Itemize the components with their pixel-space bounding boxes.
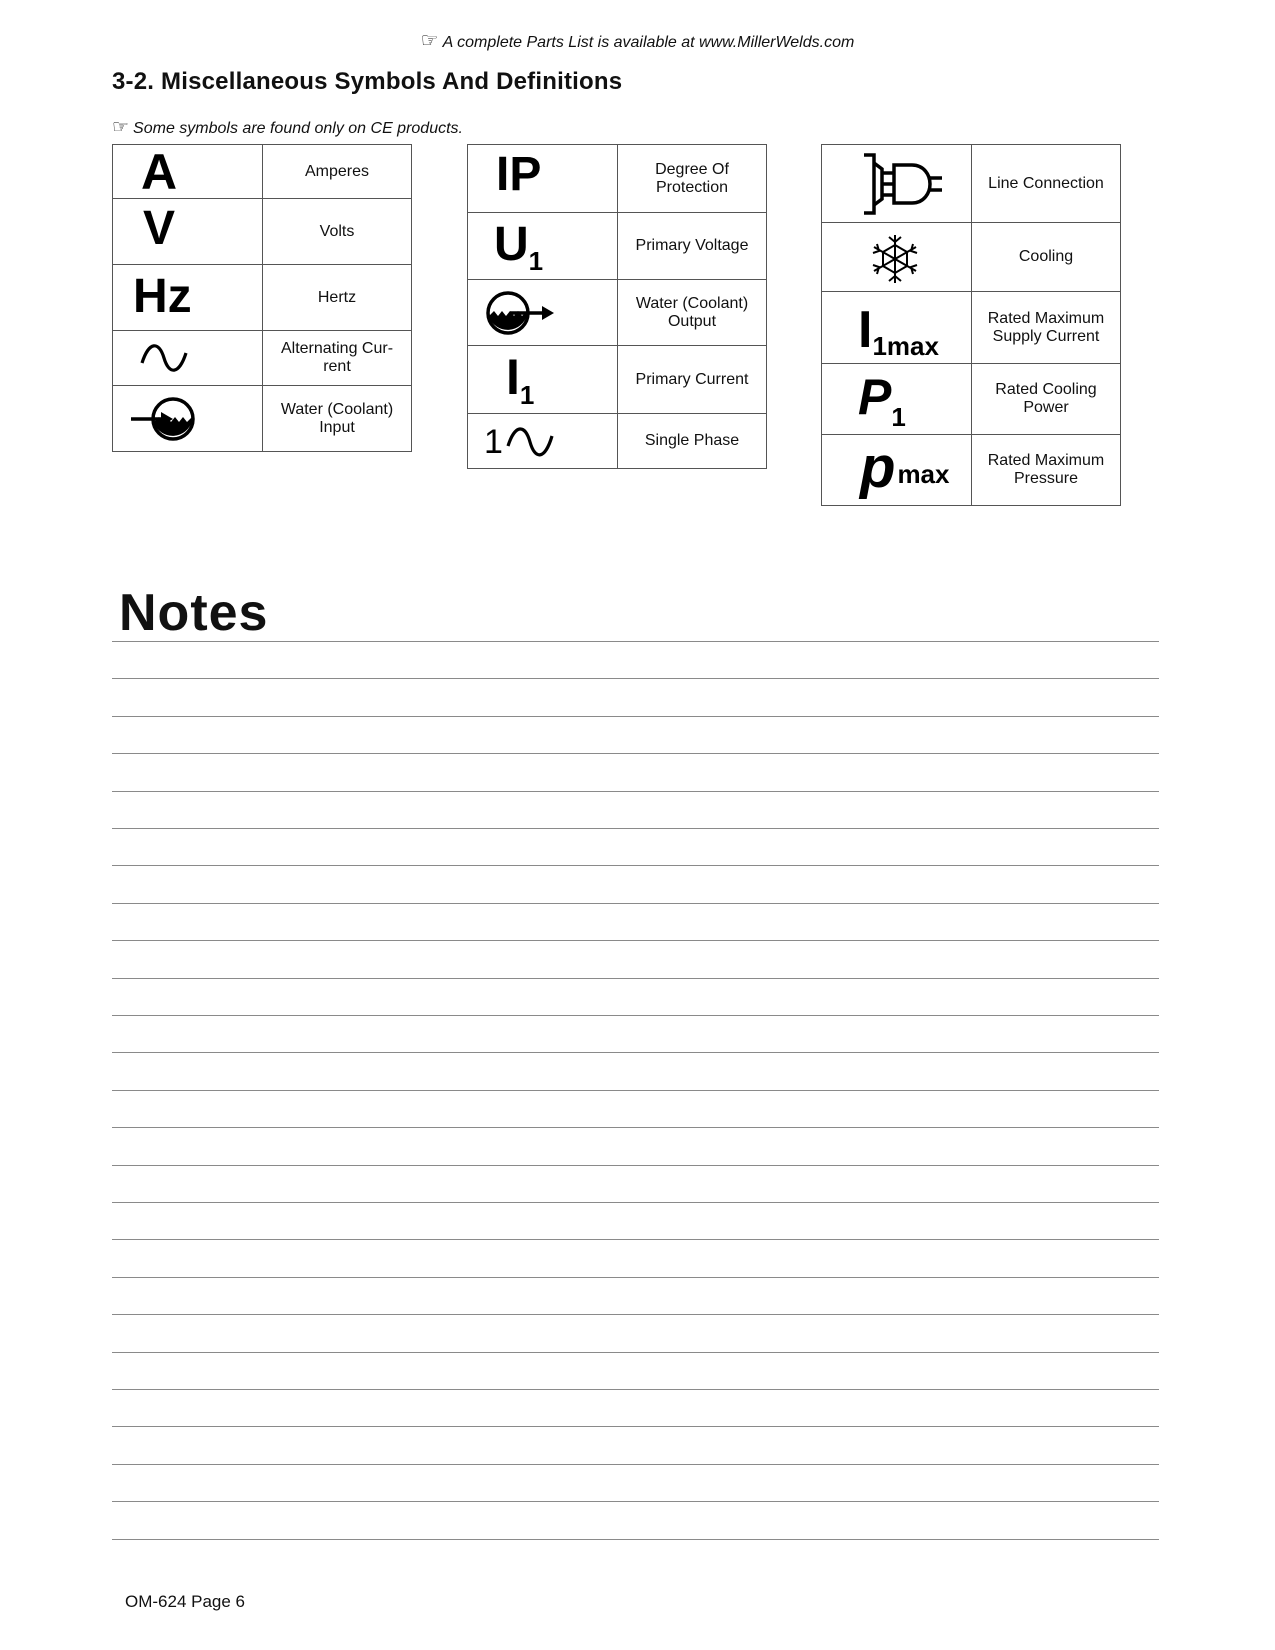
ac-wave-icon [139,343,189,373]
note-line [112,678,1159,679]
note-line [112,1426,1159,1427]
volts-symbol: V [143,202,176,255]
note-line [112,1539,1159,1540]
note-line [112,1202,1159,1203]
note-line [112,940,1159,941]
note-line [112,865,1159,866]
note-line [112,1389,1159,1390]
symbol-cell [468,414,618,469]
symbol-cell [113,265,263,331]
notes-title: Notes [119,584,269,642]
definition-cell: Amperes [263,145,412,199]
symbol-cell [113,199,263,265]
definition-cell: Hertz [263,265,412,331]
definition-cell: Alternating Cur-rent [263,331,412,386]
note-line [112,1501,1159,1502]
note-line [112,1239,1159,1240]
note-line [112,1127,1159,1128]
note-line [112,716,1159,717]
page-footer: OM-624 Page 6 [125,1592,246,1611]
symbol-cell [822,223,972,292]
definition-cell: Water (Coolant) Input [263,386,412,452]
definition-cell: Rated Cooling Power [972,364,1121,435]
symbol-cell [468,145,618,213]
symbol-cell [113,331,263,386]
definition-cell: Volts [263,199,412,265]
supply-current-symbol: I1max [858,301,939,361]
amperes-symbol: A [141,144,178,200]
symbol-cell [113,145,263,199]
primary-current-symbol: $I_1$ [506,349,535,410]
symbol-cell [468,346,618,414]
note-line [112,641,1159,642]
note-line [112,1165,1159,1166]
cooling-power-symbol: $P_1$ [858,369,906,432]
symbols-table-1 [112,144,412,452]
section-title: 3-2. Miscellaneous Symbols And Definitions [112,68,623,95]
symbol-cell [822,435,972,506]
definition-cell: Rated Maximum Supply Current [972,292,1121,364]
definition-cell: Primary Current [618,346,767,414]
max-pressure-symbol: pmax [860,435,950,500]
note-line [112,791,1159,792]
pointing-hand-icon: ☞ [112,117,130,138]
note-line [112,1090,1159,1091]
definition-cell: Water (Coolant) Output [618,280,767,346]
note-line [112,1314,1159,1315]
symbols-table-2 [467,144,767,469]
note-line [112,753,1159,754]
water-input-icon [129,395,199,443]
note-line [112,903,1159,904]
symbol-cell [468,280,618,346]
primary-voltage-symbol: $U_1$ [494,218,544,276]
hertz-symbol: Hz [133,270,192,323]
symbol-cell [822,292,972,364]
definition-cell: Line Connection [972,145,1121,223]
note-line [112,978,1159,979]
symbols-table-3 [821,144,1121,506]
note-line [112,1015,1159,1016]
definition-cell: Cooling [972,223,1121,292]
note-line [112,1352,1159,1353]
symbol-cell [822,364,972,435]
ac-wave-icon [505,426,555,458]
pointing-hand-icon: ☞ [420,30,439,52]
definition-cell: Single Phase [618,414,767,469]
symbol-cell [113,386,263,452]
snowflake-icon [869,233,921,285]
note-line [112,1464,1159,1465]
water-output-icon [484,289,556,337]
ip-symbol: IP [496,148,542,201]
definition-cell: Primary Voltage [618,213,767,280]
single-phase-number: 1 [484,423,503,461]
plug-icon [860,151,950,217]
definition-cell: Rated Maximum Pressure [972,435,1121,506]
symbol-cell [468,213,618,280]
note-line [112,1052,1159,1053]
note-line [112,1277,1159,1278]
definition-cell: Degree Of Protection [618,145,767,213]
note-line [112,828,1159,829]
ce-products-note: ☞ Some symbols are found only on CE products. [112,117,463,138]
symbol-cell [822,145,972,223]
parts-list-note: ☞ A complete Parts List is available at www.MillerWelds.com [420,30,855,52]
